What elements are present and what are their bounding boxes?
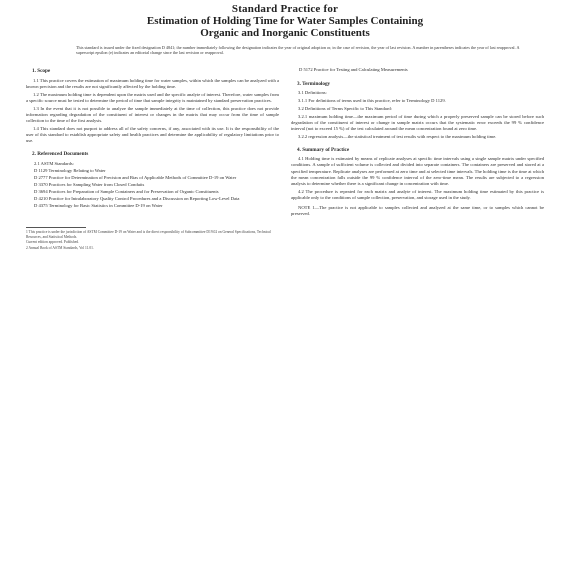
title-line-1: Standard Practice for: [231, 3, 339, 15]
scope-paragraph: 1.3 In the event that it is not possible to analyze the sample immediately at the time of collection, this practice does not provide information regarding degradation of the constituent of interest or changes in the matrix that may occur from the time of sample collection to the time of the first analysis.: [26, 105, 279, 124]
reference-item: D 2777 Practice for Determination of Precision and Bias of Applicable Methods of Committee D-19 on Water: [34, 174, 237, 180]
intro-note: This standard is issued under the fixed designation D 4841; the number immediately following the designation indicates the year of original adoption or, in the case of revision, the year of last revision. A number in parentheses indicates the year of last reapproval. A superscript epsilon (e) indicates an editorial change since the last revision or reapproval.: [76, 45, 520, 56]
right-column: [291, 61, 544, 251]
reference-item: D 4210 Practice for Intralaboratory Quality Control Procedures and a Discussion on Reporting Low-Level Data: [34, 196, 240, 201]
reference-item: D 3694 Practices for Preparation of Sample Containers and for Preservation of Organic Constituents: [34, 188, 219, 194]
terminology-paragraph: 3.2.2 regression analysis—the statistical treatment of test results with respect to the maximum holding time.: [298, 134, 497, 140]
scope-heading: 1. Scope: [32, 68, 51, 75]
reference-item: D 5172 Practice for Testing and Calculating Measurements: [299, 67, 408, 73]
terminology-paragraph: 3.1.1 For definitions of terms used in this practice, refer to Terminology D 1129.: [298, 97, 446, 103]
title-line-2: Estimation of Holding Time for Water Samples Containing: [146, 15, 424, 27]
title-line-3: Organic and Inorganic Constituents: [200, 27, 370, 39]
references-heading: 2. Referenced Documents: [32, 151, 89, 158]
scope-paragraph: 1.4 This standard does not purport to address all of the safety concerns, if any, associated with its use. It is the responsibility of the user of this standard to establish appropriate safety and health practices and determine the applicability of regulatory limitations prior to use.: [26, 126, 279, 144]
terminology-paragraph: 3.2.1 maximum holding time—the maximum period of time during which a properly preserved sample can be stored before such degradation of the constituent of interest or change in sample matrix occurs that the systematic error exceeds the 99 % confidence interval (not to exceed 15 %) of the test calculated around the mean concentration found at zero time.: [291, 113, 544, 132]
footnote: Current edition approved. Published.: [26, 240, 79, 245]
footnote: 1 This practice is under the jurisdiction of ASTM Committee D-19 on Water and is the direct responsibility of Subcommittee D19.02 on General Specifications, Technical Resources, and Statistical Methods.: [26, 230, 271, 239]
two-column-body: [26, 61, 544, 251]
terminology-paragraph: 3.2 Definitions of Terms Specific to This Standard:: [298, 105, 392, 111]
reference-item: 2.1 ASTM Standards:: [34, 160, 74, 166]
summary-heading: 4. Summary of Practice: [297, 147, 350, 154]
summary-paragraph: 4.1 Holding time is estimated by means of replicate analyses at specific time intervals using a single sample matrix under specified conditions. A sample of sufficient volume is collected and divided into separate containers. The containers are preserved and stored at a specified temperature. Replicate analyses are performed at zero time and at selected time intervals. The holding time is the time at which the mean concentration falls outside the 99 % confidence interval of the zero-time mean. The results are subjected to a regression analysis to determine whether there is a significant change in concentration with time.: [291, 156, 544, 186]
reference-item: D 1129 Terminology Relating to Water: [34, 167, 106, 173]
note-paragraph: NOTE 1—The practice is not applicable to samples collected and analyzed at the same time, or to samples which cannot be preserved.: [291, 205, 544, 217]
reference-item: D 3370 Practices for Sampling Water from Closed Conduits: [34, 181, 145, 187]
footnote: 2 Annual Book of ASTM Standards, Vol 11.01.: [26, 245, 94, 250]
terminology-heading: 3. Terminology: [297, 80, 331, 87]
summary-paragraph: 4.2 The procedure is repeated for each matrix and analyte of interest. The maximum holding time estimated by this practice is applicable only to the conditions of sample collection, preservation, and storage used in the study.: [291, 188, 544, 200]
document-header: [66, 4, 504, 39]
terminology-paragraph: 3.1 Definitions:: [298, 89, 327, 95]
scope-paragraph: 1.2 The maximum holding time is dependent upon the matrix used and the specific analyte of interest. Therefore, water samples from a specific source must be tested to determine the period of time that sample integrity is maintained by standard preservation practices.: [26, 91, 279, 103]
left-column: [26, 61, 279, 251]
footnote-rule: [26, 227, 86, 228]
reference-item: D 4375 Terminology for Basic Statistics in Committee D-19 on Water: [34, 203, 163, 209]
scope-paragraph: 1.1 This practice covers the estimation of maximum holding time for water samples, within which the samples can be analyzed with a known precision and the results are not significantly affected by the holding time.: [26, 77, 279, 89]
